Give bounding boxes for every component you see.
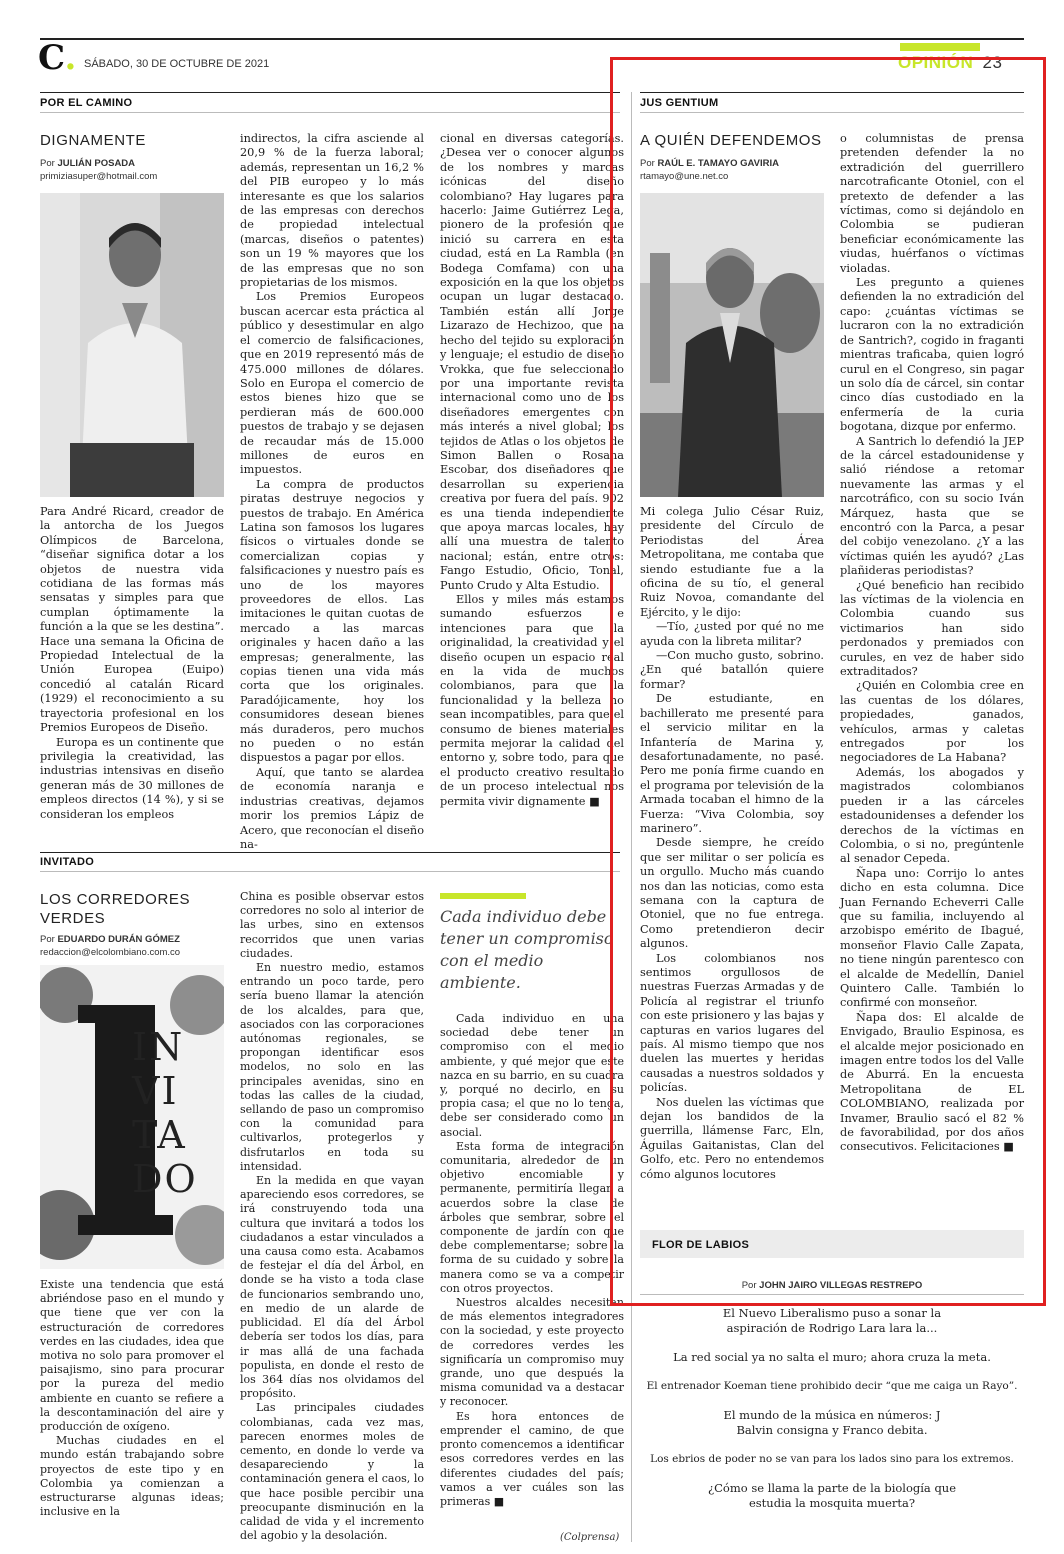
author-name: EDUARDO DURÁN GÓMEZ (57, 934, 180, 945)
pull-quote-accent (440, 893, 526, 899)
paragraph: En nuestro medio, estamos entrando un poco tarde, pero sería bueno llamar la atención de los alcaldes, para que, asociados con las corporaciones autónomas regionales, se propongan identificar esos modelos, no solo en las principales avenidas, sino en todas las calles de la ciudad, sellando de paso un compromiso con la comunidad para cultivarlos, protegerlos y disfrutarlos en toda su intensidad. (240, 961, 424, 1173)
author-name: RAÚL E. TAMAYO GAVIRIA (657, 158, 780, 169)
paragraph: Las principales ciudades colombianas, cada vez mas, parecen enormes moles de cemento, en donde lo verde va desapareciendo y la contaminación genera el caos, lo que hace posible percibir una preocupante disminución en la calidad de vida y el incremento del agobio y la desolación. (240, 1401, 424, 1543)
brand-logo (38, 40, 76, 76)
section-label-por-el-camino: POR EL CAMINO (40, 97, 133, 109)
article-headline: LOS CORREDORES VERDES (40, 891, 191, 927)
paragraph: indirectos, la cifra asciende al 20,9 % de la fuerza laboral; además, representan un 16,2 % del PIB europeo y lo más interesante es que los salarios de las empresas con derechos de propiedad intelectual (marcas, diseños o patentes) son un 19 % mayores que los de las empresas que no son propietarias de los mismos. (240, 132, 424, 290)
paragraph: Nuestros alcaldes necesitan de más elementos integradores con la sociedad, y este proyecto de corredores verdes les significaría un compromiso muy grande, uno que después la misma comunidad va a destacar y reconocer. (440, 1296, 624, 1409)
section-label-jus-gentium: JUS GENTIUM (640, 97, 719, 109)
paragraph: En la medida en que vayan apareciendo esos corredores, se irá construyendo toda una cultura que invitará a todos los ciudadanos a estar vinculados a una causa como esta. Acabamos de festejar el día del Árbol, en donde se ha visto a toda clase de funcionarios sembrando uno, en medio de un alarde de publicidad. El día del Árbol debería ser todos los días, para ir mas allá de una fachada populista, en donde el resto de los 364 días nos olvidamos del propósito. (240, 1174, 424, 1401)
by-prefix: Por (40, 934, 55, 945)
article-byline (40, 157, 157, 183)
author-email: redaccion@elcolombiano.com.co (40, 947, 181, 958)
paragraph: Es hora entonces de emprender el camino, de que pronto comencemos a identificar esos corredores verdes en las diferentes ciudades del país; vamos a ver cuáles son las primeras ■ (440, 1409, 624, 1508)
issue-date: SÁBADO, 30 DE OCTUBRE DE 2021 (84, 58, 270, 70)
paragraph: Mi colega Julio César Ruiz, presidente del Círculo de Periodistas del Área Metropolitana, me contaba que siendo estudiante fue a la oficina de su tío, el general Ruiz Novoa, comandante del Ejército, y le dijo: (640, 505, 824, 619)
portrait-illustration (40, 193, 224, 497)
source-credit: (Colprensa) (560, 1532, 620, 1543)
paragraph: Además, los abogados y magistrados colombianos pueden ir a las cárceles estadounidenses a defender los derechos de la víctimas en Colombia, o si no, pregúntenle al senador Cepeda. (840, 765, 1024, 866)
article-headline: A QUIÉN DEFENDEMOS (640, 132, 822, 149)
section-label: OPINIÓN (898, 53, 974, 72)
section-underline (40, 112, 620, 113)
article-column-1 (40, 1278, 224, 1519)
by-prefix: Por (40, 158, 55, 169)
paragraph: Aquí, que tanto se alardea de economía naranja e industrias creativas, dejamos morir los premios Lápiz de Acero, que reconocían el diseño na- (240, 765, 424, 851)
paragraph: Desde siempre, he creído que ser militar o ser policía es un orgullo. Mucho más cuando nos dan las noticias, como esta semana con la captura de Otoniel, que no fue entrega. Como pretendieron decir algunos. (640, 836, 824, 951)
paragraph: cional en diversas categorías. ¿Desea ver o conocer algunos de los nombres y marcas icónicas del diseño colombiano? Hay lugares para hacerlo: Jaime Gutiérrez Lega, pionero de la profesión que inició su carrera en esta ciudad, está en La Rambla (en Bodega Comfama) con una exposición en la que los objetos ocupan un lugar destacado. También están allí Jorge Lizarazo de Hechizoo, que ha hecho del tejido su exploración y lenguaje; el estudio de diseño Vrokka, que fue seleccionado por una importante revista internacional como uno de los diseñadores emergentes con más interés a nivel global; los tejidos de Atlas o los objetos de Simon Ballen o Rosana Escobar, dos diseñadores que desarrollan su experiencia creativa por fuera del país. 902 es una tienda independiente que apoya marcas locales, hay allí una muestra de talento nacional; están, entre otros: Fango Estudio, Oficio, Tonal, Punto Crudo y Alta Estudio. (440, 132, 624, 592)
paragraph: Esta forma de integración comunitaria, alrededor de un objetivo encomiable y permanente, permitiría llegar a acuerdos sobre la clase de árboles que sembrar, sobre el componente de jardín con que debe complementarse; sobre la forma de su cuidado y sobre la manera como se va a competir con otros proyectos. (440, 1139, 624, 1295)
author-photo-julian-posada (40, 193, 224, 497)
masthead-rule (40, 38, 1024, 40)
flor-line: La red social ya no salta el muro; ahora cruza la meta. (673, 1350, 991, 1364)
article-column-2 (240, 890, 424, 1543)
article-column-3 (440, 1012, 624, 1509)
page-number: 23 (982, 53, 1003, 72)
article-column-1 (40, 505, 224, 822)
section-underline (40, 871, 620, 872)
paragraph: China es posible observar estos corredores no solo al interior de las urbes, sino en extensos recorridos que unen varias ciudades. (240, 890, 424, 960)
paragraph: Cada individuo en una sociedad debe tener un compromiso con el medio ambiente, y qué mejor que este nazca en su barrio, en su cuadra y, porqué no decirlo, en su propia casa; el que no lo tenga, debe ser considerado como un asocial. (440, 1012, 624, 1139)
invitado-graphic (40, 965, 224, 1269)
author-name: JULIÁN POSADA (57, 158, 136, 169)
paragraph: ¿Quién en Colombia cree en las cuentas de los dólares, propiedades, ganados, vehículos, armas y caletas entregados por los negociadores de La Habana? (840, 679, 1024, 765)
author-email: rtamayo@une.net.co (640, 171, 729, 182)
paragraph: ¿Qué beneficio han recibido las víctimas de la violencia en Colombia cuando sus victimarios han sido perdonados y premiados con curules, en vez de haber sido extraditados? (840, 578, 1024, 679)
paragraph: o columnistas de prensa pretenden defender la no extradición del guerrillero narcotraficante Otoniel, con el pretexto de defender a las víctimas, como si dejándolo en Colombia se pudieran beneficiar económicamente las viudas, huérfanos o víctimas violadas. (840, 132, 1024, 275)
flor-lines (640, 1306, 1024, 1511)
paragraph: Les pregunto a quienes defienden la no extradición del capo: ¿cuántas víctimas se lucraron con la no extradición de Santrich?, cogido in fraganti mientras traficaba, quien logró curul en el Congreso, sin pagar un solo día de cárcel, sin contar cinco días custodiado en la enfermería de la curia bogotana, dizque por enfermo. (840, 276, 1024, 434)
section-rule-invitado (40, 852, 620, 853)
flor-line: El entrenador Koeman tiene prohibido decir “que me caiga un Rayo”. (646, 1380, 1018, 1392)
highlight-box (610, 57, 1046, 1306)
by-prefix: Por (741, 1280, 757, 1291)
paragraph: —Tío, ¿usted por qué no me ayuda con la libreta militar? (640, 620, 824, 648)
invitado-graphic-text: INVITADO (132, 1025, 198, 1201)
paragraph: Ñapa uno: Corrijo lo antes dicho en esta columna. Dice Juan Fernando Echeverri Calle que su familia, incluyendo al arzobispo emérito de Ibagué, monseñor Flavio Calle Zapata, no tiene ningún parentesco con el alcalde de Medellín, Daniel Quintero Calle. También lo confirmé con monseñor. (840, 866, 1024, 1010)
paragraph: Existe una tendencia que está abriéndose paso en el mundo y que tiene que ver con la estructuración de corredores verdes en las ciudades, idea que motiva no solo para promover el paisajismo, sino para procurar por la pureza del medio ambiente en cuanto se refiere a la descontaminación del aire y producción de oxígeno. (40, 1278, 224, 1434)
paragraph: La compra de productos piratas destruye negocios y puestos de trabajo. En América Latina son famosos los lugares físicos o virtuales donde se comercializan copias y falsificaciones y nuestro país es uno de los mayores proveedores de ellos. Las imitaciones le quitan cuotas de mercado a las marcas originales y hacen daño a las empresas; generalmente, las copias tienen una vida más corta que los originales. Paradójicamente, hoy los consumidores desean bienes más duraderos, pero muchos no pueden o no están dispuestos a pagar por ellos. (240, 477, 424, 765)
paragraph: Ñapa dos: El alcalde de Envigado, Braulio Espinosa, es el alcalde mejor posicionado en imagen entre todos los del Valle de Aburrá. En la encuesta Metropolitana de EL COLOMBIANO, realizada por Invamer, Braulio sacó el 82 % de favorabilidad, por dos años consecutivos. Felicitaciones ■ (840, 1010, 1024, 1154)
paragraph: Ellos y miles más estamos sumando esfuerzos e intenciones para que la originalidad, la creatividad y el diseño ocupen un espacio real en la vida de muchos colombianos, para que la funcionalidad y la belleza no sean incompatibles, para que el consumo de bienes materiales permita mejorar la calidad del entorno y, sobre todo, para que el producto creativo resultado de un proceso intelectual nos permita vivir dignamente ■ (440, 593, 624, 808)
paragraph: A Santrich lo defendió la JEP de la cárcel estadounidense y salió riéndose a retomar nuevamente las armas y el narcotráfico, con su socio Iván Márquez, hasta que se encontró con la Parca, a pesar del cobijo venezolano. ¿Y a las víctimas quién les ayudó? ¿Las plañideras periodistas? (840, 434, 1024, 578)
article-column-3 (440, 132, 624, 809)
author-name: JOHN JAIRO VILLEGAS RESTREPO (759, 1280, 923, 1291)
paragraph: De estudiante, en bachillerato me presenté para el servicio militar en la Infantería de Marina y, desafortunadamente, no pasé. Pero me ponía firme cuando en el programa por televisión de la Armada tocaban el himno de la Fuerza: “Viva Colombia, soy marinero”. (640, 692, 824, 835)
paragraph: Los Premios Europeos buscan acercar esta práctica al público y desestimular en algo el comercio de falsificaciones, que en 2019 representó más de 475.000 millones de dólares. Solo en Europa el comercio de estos bienes hizo que se perdieran más de 600.000 puestos de trabajo y se dejasen de recaudar más de 15.000 millones de euros en impuestos. (240, 290, 424, 477)
section-accent-bar (900, 43, 980, 51)
section-label-invitado: INVITADO (40, 856, 95, 868)
paragraph: —Con mucho gusto, sobrino. ¿En qué batallón quiere formar? (640, 649, 824, 691)
by-prefix: Por (640, 158, 655, 169)
invitado-letters (132, 1025, 222, 1201)
paragraph: Muchas ciudades en el mundo están trabajando sobre proyectos de este tipo y en Colombia ya comienzan a estructurarse algunas ideas; inclusive en la (40, 1434, 224, 1519)
section-label-flor-de-labios: FLOR DE LABIOS (652, 1239, 750, 1251)
flor-line: El mundo de la música en números: J Balvin consigna y Franco debita. (723, 1408, 941, 1437)
flor-line: Los ebrios de poder no se van para los lados sino para los extremos. (650, 1453, 1014, 1465)
article-headline: DIGNAMENTE (40, 132, 147, 149)
paragraph: Para André Ricard, creador de la antorcha de los Juegos Olímpicos de Barcelona, “diseñar significa dotar a los objetos de nuestra vida cotidiana de las formas más sensatas y simples para que cumplan óptimamente la función a la que se les destina”. Hace una semana la Oficina de Propiedad Intelectual de la Unión Europea (Euipo) concedió al catalán Ricard (1929) el reconocimiento a su trayectoria profesional en los Premios Europeos de Diseño. (40, 505, 224, 735)
paragraph: Nos duelen las víctimas que dejan los bandidos de la guerrilla, llámense Farc, Eln, Águilas Gaitanistas, Clan del Golfo, etc. Pero no entendemos cómo algunos locutores (640, 1095, 824, 1181)
section-rule-por-el-camino (40, 92, 620, 93)
article-column-2 (240, 132, 424, 852)
flor-line: ¿Cómo se llama la parte de la biología que estudia la mosquita muerta? (707, 1481, 957, 1510)
paragraph: Europa es un continente que privilegia la creatividad, las industrias intensivas en diseño generan más de 30 millones de empleos directos (14 %), y si se consideran los empleos (40, 735, 224, 821)
article-byline (40, 933, 180, 959)
author-email: primiziasuper@hotmail.com (40, 171, 158, 182)
pull-quote: Cada individuo debe tener un compromiso con el medio ambiente. (440, 907, 614, 992)
logo-letter: C (38, 38, 65, 78)
flor-line: El Nuevo Liberalismo puso a sonar la aspiración de Rodrigo Lara lara la... (722, 1306, 942, 1335)
paragraph: Los colombianos nos sentimos orgullosos de nuestras Fuerzas Armadas y de Policía al registrar el triunfo con este prisionero y las bajas y capturas en varios lugares del país. Al mismo tiempo que nos duelen las muertes y heridas causadas a nuestros soldados y policías. (640, 951, 824, 1095)
logo-dot: . (64, 38, 77, 78)
